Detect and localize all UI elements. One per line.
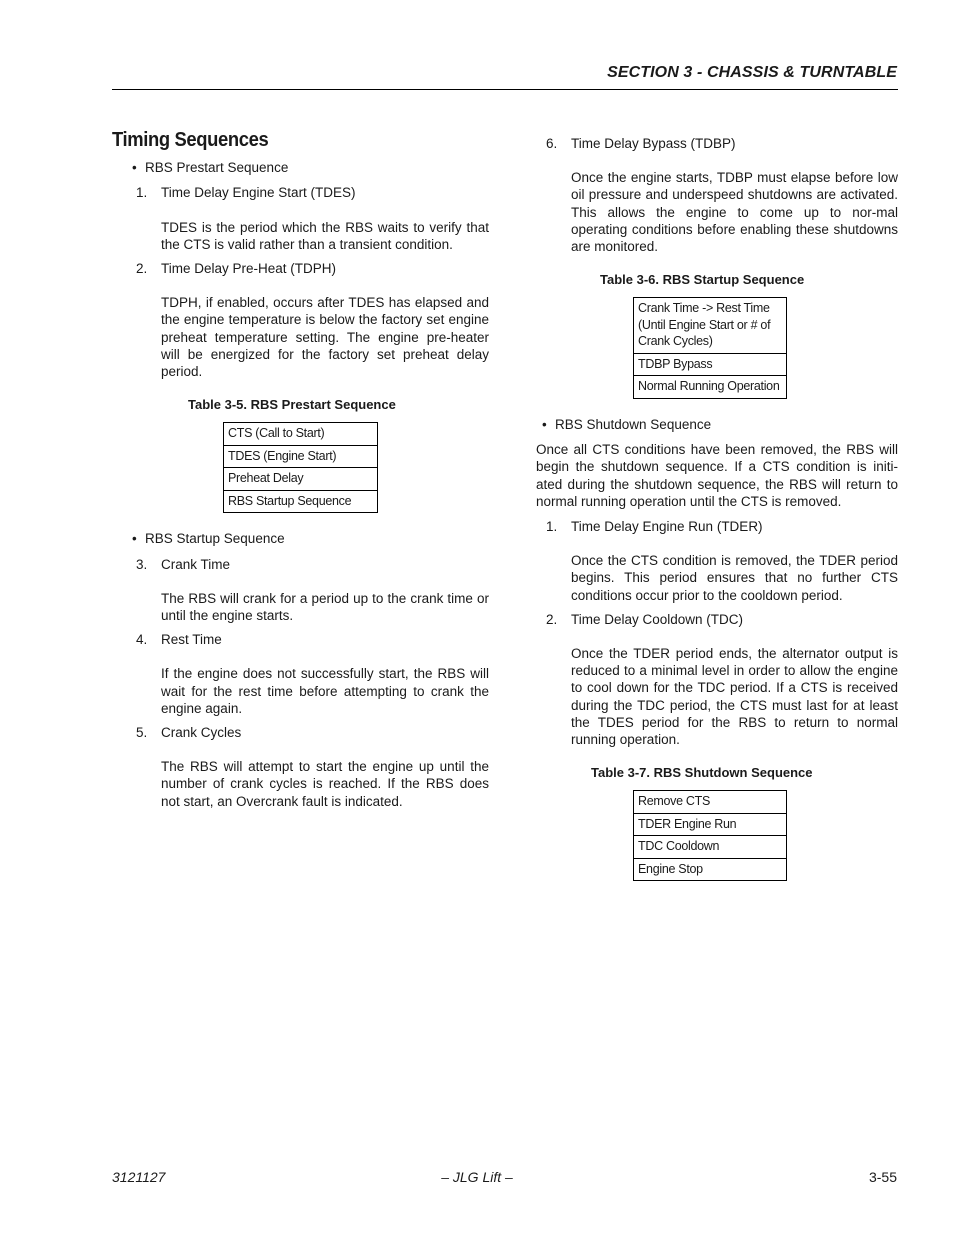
- list-item-title: Time Delay Bypass (TDBP): [571, 136, 736, 151]
- shutdown-table: [633, 790, 787, 881]
- list-number: 6.: [546, 136, 558, 151]
- table-cell: TDER Engine Run: [634, 813, 787, 836]
- table-cell: Engine Stop: [634, 858, 787, 881]
- list-number: 3.: [136, 556, 148, 572]
- table-row: [224, 423, 378, 446]
- prestart-table: [223, 422, 378, 513]
- section-header: SECTION 3 - CHASSIS & TURNTABLE: [607, 64, 897, 81]
- table-cell: TDES (Engine Start): [224, 445, 378, 468]
- bullet-shutdown: • RBS Shutdown Sequence: [536, 416, 898, 433]
- footer-publisher: – JLG Lift –: [441, 1169, 513, 1185]
- list-item-title: Rest Time: [161, 632, 222, 648]
- list-item-body: Once the CTS condition is removed, the TDER period begins. This period ensures that no further CTS conditions occur prior to the cooldown period.: [571, 553, 898, 603]
- page-heading: Timing Sequences: [112, 129, 269, 151]
- header-rule: [112, 89, 898, 90]
- table-cell: CTS (Call to Start): [224, 423, 378, 446]
- list-item-tdc: [536, 611, 898, 628]
- table-cell: RBS Startup Sequence: [224, 490, 378, 513]
- list-item-tder: [536, 518, 898, 535]
- list-number: 2.: [136, 261, 148, 277]
- right-column: [536, 135, 898, 898]
- table-row: [224, 468, 378, 491]
- table-cell: Crank Time -> Rest Time (Until Engine Start or # of Crank Cycles): [634, 298, 787, 354]
- table-caption: Table 3-5. RBS Prestart Sequence: [188, 397, 396, 413]
- list-number: 4.: [136, 632, 148, 648]
- list-item-body: The RBS will crank for a period up to the crank time or until the engine starts.: [161, 590, 489, 624]
- table-row: [634, 298, 787, 354]
- bullet-startup: • RBS Startup Sequence: [112, 530, 489, 547]
- table-cell: Preheat Delay: [224, 468, 378, 491]
- footer-page-number: 3-55: [868, 1169, 897, 1185]
- list-item-body: Once the TDER period ends, the alternator output is reduced to a minimal level in order to allow the engine to cool down for the TDC period. If a CTS is received during the TDC period, the CTS must last for at least the TDES period for the RBS to return to normal running operation.: [571, 645, 898, 747]
- list-item-crank-time: [112, 556, 489, 573]
- table-row: [224, 490, 378, 513]
- bullet-prestart: • RBS Prestart Sequence: [112, 159, 489, 176]
- table-row: [224, 445, 378, 468]
- list-item-title: Crank Cycles: [161, 725, 242, 741]
- shutdown-intro: Once all CTS conditions have been removed, the RBS will begin the shutdown sequence. If a CTS condition is initi-ated during the shutdown sequence, the RBS will return to normal running operation until the CTS is removed.: [536, 442, 898, 509]
- table-row: [634, 376, 787, 399]
- table-cell: Remove CTS: [634, 791, 787, 814]
- list-item-body: Once the engine starts, TDBP must elapse before low oil pressure and underspeed shutdowns are activated. This allows the engine to come up to nor-mal operating conditions before enabling these shutdowns are monitored.: [571, 170, 898, 255]
- list-item-title: Time Delay Engine Start (TDES): [161, 185, 356, 201]
- startup-table: [633, 297, 787, 399]
- left-column: [112, 129, 489, 817]
- table-cell: TDBP Bypass: [634, 353, 787, 376]
- table-cell: TDC Cooldown: [634, 836, 787, 859]
- list-number: 1.: [136, 185, 148, 201]
- list-item-tdph: [112, 260, 489, 277]
- list-item-title: Time Delay Engine Run (TDER): [571, 518, 763, 534]
- list-item-title: Time Delay Pre-Heat (TDPH): [161, 261, 337, 277]
- table-row: [634, 353, 787, 376]
- list-item-title: Time Delay Cooldown (TDC): [571, 611, 744, 627]
- table-row: [634, 813, 787, 836]
- list-item-body: If the engine does not successfully start, the RBS will wait for the rest time before attempting to crank the engine again.: [161, 666, 489, 716]
- list-item-body: TDES is the period which the RBS waits to verify that the CTS is valid rather than a transient condition.: [161, 219, 489, 252]
- table-row: [634, 791, 787, 814]
- table-caption: Table 3-6. RBS Startup Sequence: [600, 272, 805, 288]
- footer-doc-number: 3121127: [112, 1169, 166, 1185]
- table-cell: Normal Running Operation: [634, 376, 787, 399]
- list-item-crank-cycles: [112, 724, 489, 741]
- list-item-tdbp: [536, 135, 898, 152]
- table-row: [634, 836, 787, 859]
- list-number: 5.: [136, 725, 148, 741]
- list-item-body: The RBS will attempt to start the engine up until the number of crank cycles is reached. If the RBS does not start, an Overcrank fault is indicated.: [161, 759, 489, 809]
- list-item-rest-time: [112, 631, 489, 648]
- table-row: [634, 858, 787, 881]
- list-item-body: TDPH, if enabled, occurs after TDES has elapsed and the engine temperature is below the factory set engine preheat temperature setting. The engine pre-heater will be energized for the factory set preheat delay period.: [161, 295, 489, 380]
- list-item-tdes: [112, 184, 489, 201]
- list-number: 2.: [546, 611, 558, 627]
- list-item-title: Crank Time: [161, 556, 231, 572]
- table-caption: Table 3-7. RBS Shutdown Sequence: [591, 765, 813, 781]
- list-number: 1.: [546, 518, 558, 534]
